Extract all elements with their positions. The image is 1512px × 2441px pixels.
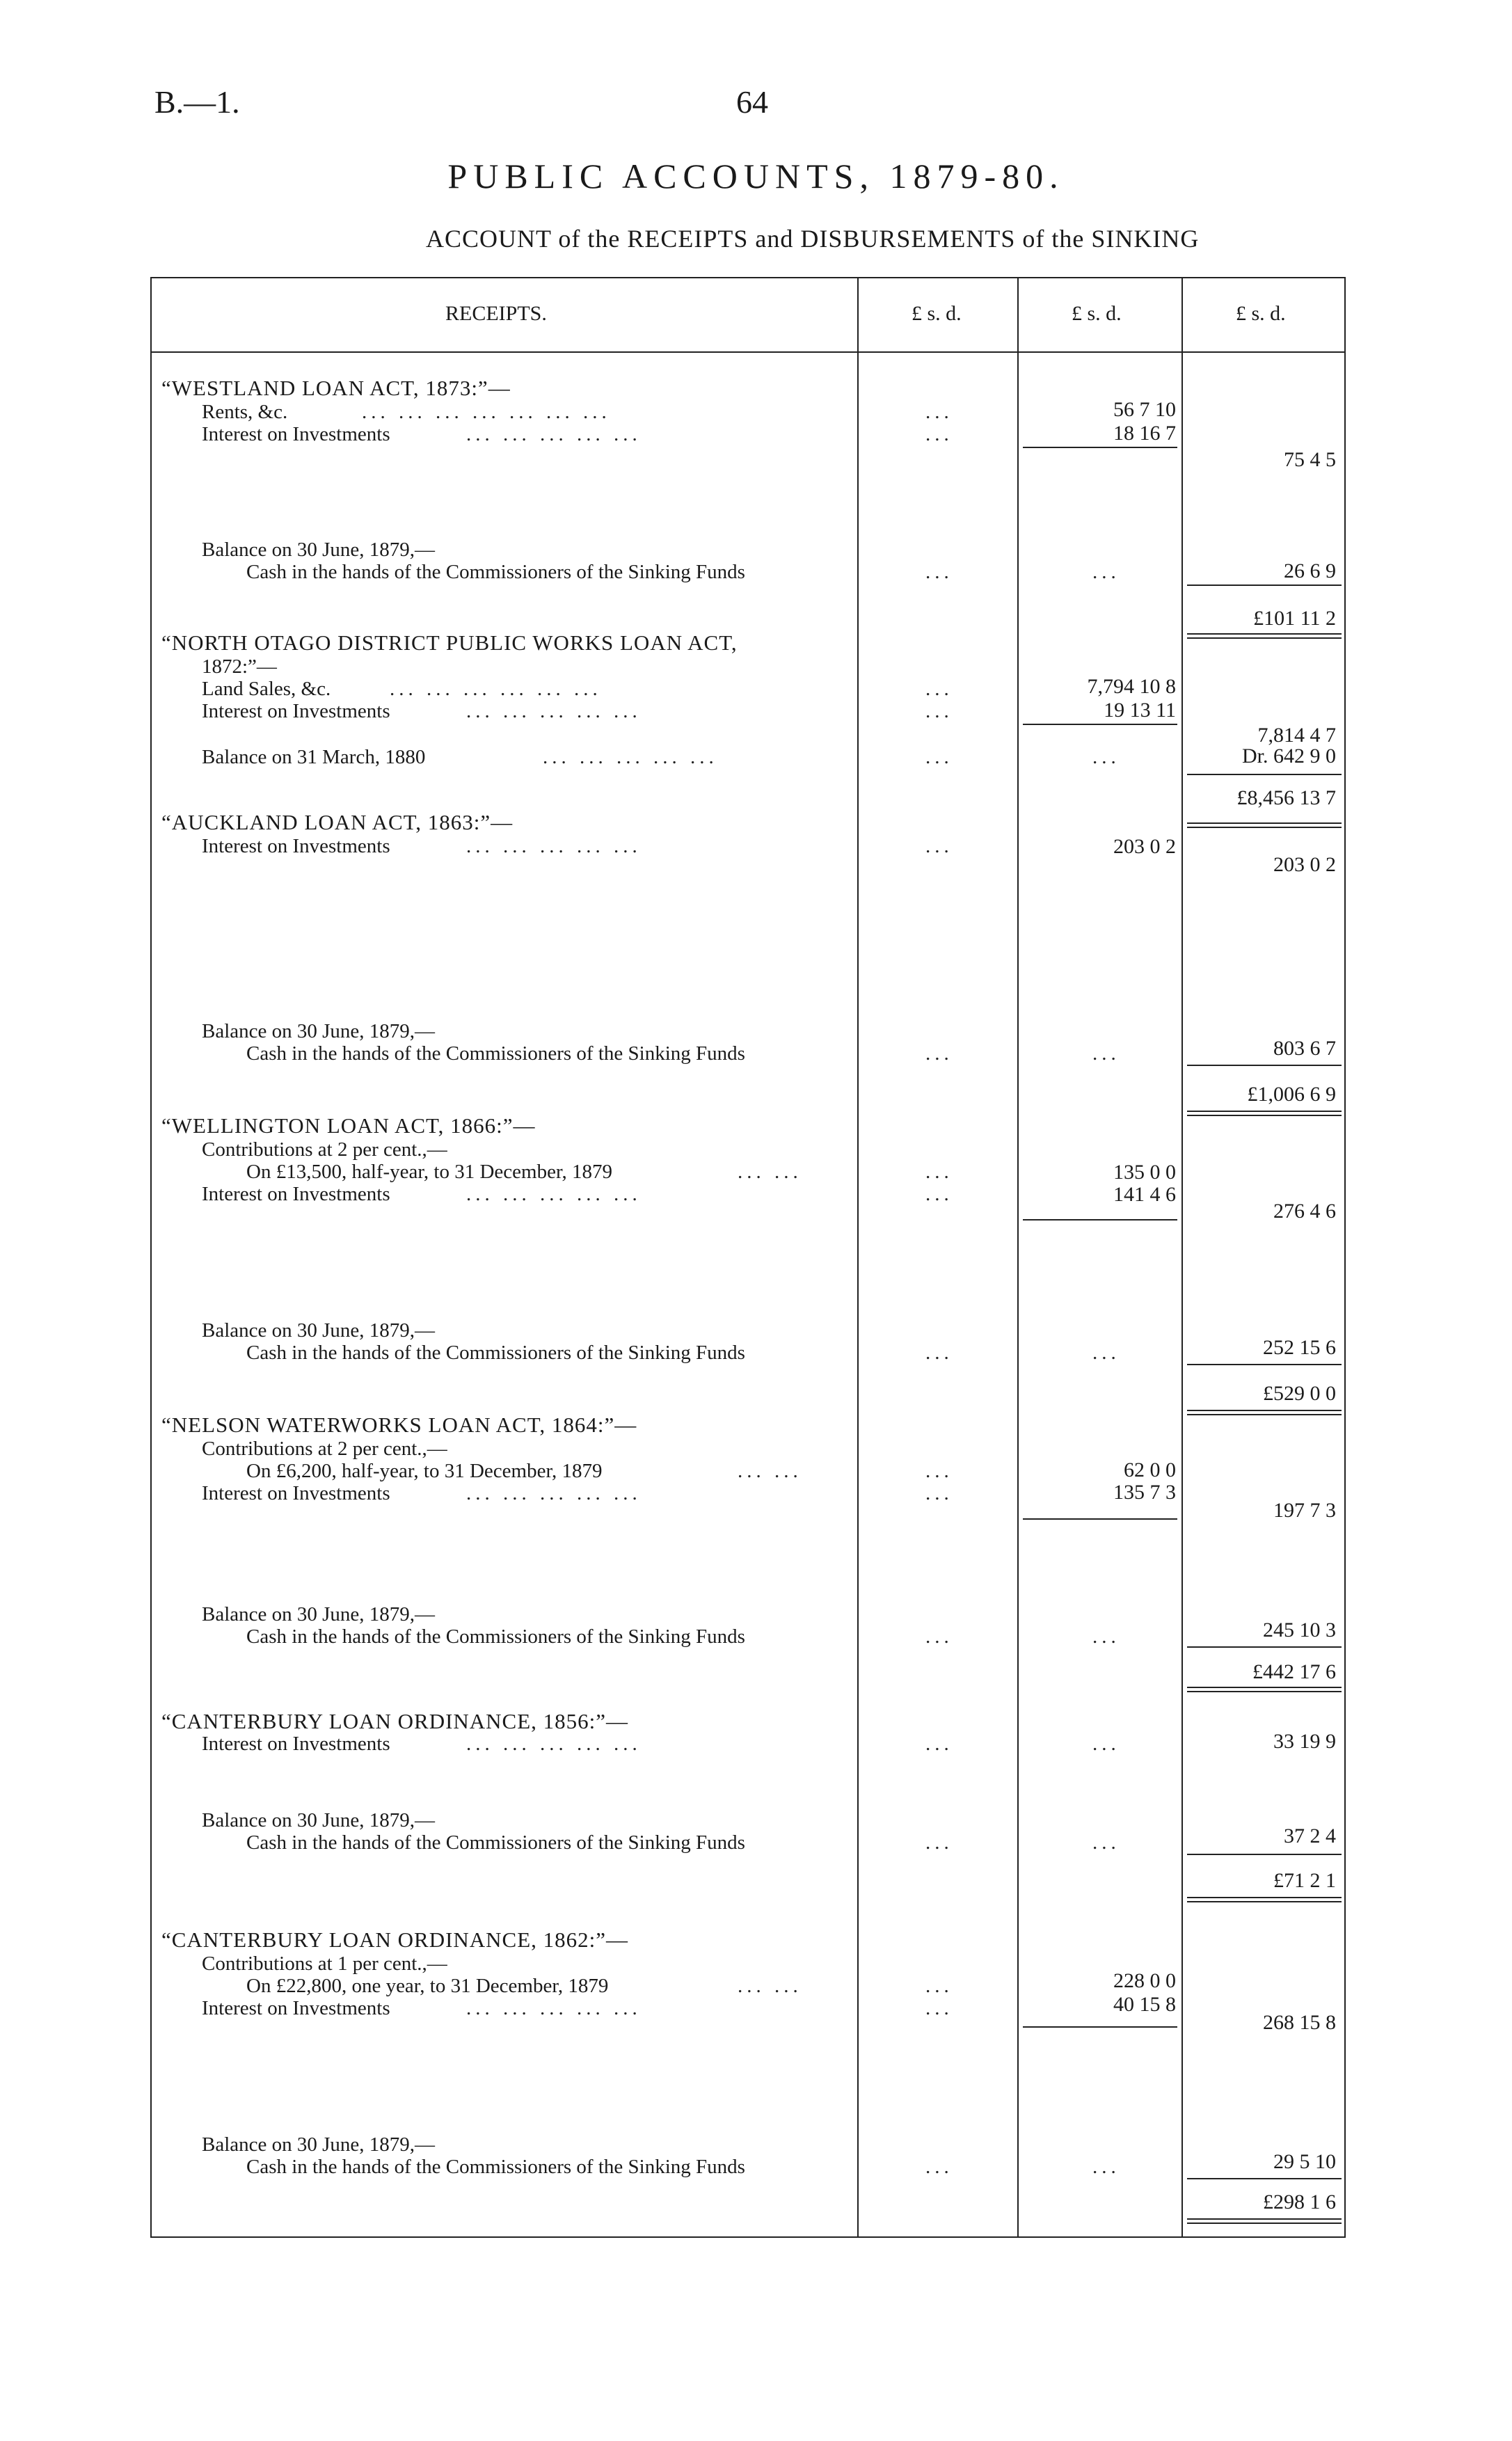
balance-detail: Cash in the hands of the Commissioners of the Sinking Funds [246,1831,745,1854]
section-title: “AUCKLAND LOAN ACT, 1863:”— [161,810,514,834]
leader-dots: ... [925,1183,953,1205]
section-total: £529 0 0 [1263,1382,1336,1405]
line-label: Interest on Investments [202,423,390,445]
leader-dots: ... ... ... ... ... [466,423,642,445]
section-title: “CANTERBURY LOAN ORDINANCE, 1862:”— [161,1927,629,1952]
balance-detail: Cash in the hands of the Commissioners of the Sinking Funds [246,1342,745,1364]
subtotal-rule [1023,1219,1177,1220]
leader-dots: ... ... ... ... ... [466,1997,642,2019]
leader-dots: ... [1092,1342,1120,1364]
balance-amount: 29 5 10 [1273,2150,1336,2173]
table-top-rule [150,277,1346,278]
double-rule [1187,2223,1342,2224]
section-total: £101 11 2 [1253,607,1336,630]
line-label: Interest on Investments [202,1997,390,2019]
line-label: Interest on Investments [202,1733,390,1755]
balance-amount: 26 6 9 [1284,559,1336,582]
leader-dots: ... [1092,1831,1120,1854]
double-rule [1187,1111,1342,1112]
leader-dots: ... [925,561,953,583]
column-divider-2 [1017,277,1019,2238]
leader-dots: ... ... [738,1460,802,1482]
amount: 18 16 7 [1113,422,1176,445]
subtotal: 197 7 3 [1273,1499,1336,1522]
page-reference: B.—1. [154,84,240,120]
leader-dots: ... [925,1042,953,1065]
leader-dots: ... [1092,561,1120,583]
leader-dots: ... [925,1342,953,1364]
leader-dots: ... ... ... ... ... [543,746,718,768]
leader-dots: ... [925,1997,953,2019]
amount: 56 7 10 [1113,398,1176,421]
leader-dots: ... [925,835,953,857]
balance-label: Balance on 30 June, 1879,— [202,1319,436,1342]
amount: 203 0 2 [1113,835,1176,858]
section-title: “WESTLAND LOAN ACT, 1873:”— [161,376,511,400]
section-total: £71 2 1 [1273,1869,1336,1892]
total-rule [1187,1065,1342,1066]
balance-detail: Cash in the hands of the Commissioners of the Sinking Funds [246,561,745,583]
line-label: Interest on Investments [202,835,390,857]
lsd-heading-3: £ s. d. [1236,302,1286,325]
leader-dots: ... [925,1733,953,1755]
double-rule [1187,1897,1342,1898]
balance-detail: Cash in the hands of the Commissioners of the Sinking Funds [246,1625,745,1648]
line-label: Rents, &c. [202,401,288,423]
line-label: Interest on Investments [202,700,390,722]
page-number: 64 [736,84,768,120]
section-total: £8,456 13 7 [1236,786,1336,809]
amount: 135 7 3 [1113,1481,1176,1504]
page-title: PUBLIC ACCOUNTS, 1879-80. [447,157,1065,196]
balance-amount: 803 6 7 [1273,1037,1336,1060]
leader-dots: ... [925,746,953,768]
balance-label: Balance on 30 June, 1879,— [202,2133,436,2156]
amount: 228 0 0 [1113,1969,1176,1992]
subtotal-rule [1023,2026,1177,2028]
total-rule [1187,2178,1342,2179]
amount: 135 0 0 [1113,1161,1176,1184]
double-rule [1187,1687,1342,1688]
leader-dots: ... ... ... ... ... [466,700,642,722]
leader-dots: ... [925,1831,953,1854]
leader-dots: ... [925,1975,953,1997]
total-rule [1187,1364,1342,1365]
header-bottom-rule [150,351,1346,353]
section-title: “NORTH OTAGO DISTRICT PUBLIC WORKS LOAN ACT, [161,630,738,655]
line-label: Interest on Investments [202,1183,390,1205]
balance-detail: Cash in the hands of the Commissioners of the Sinking Funds [246,2156,745,2178]
subtotal-rule [1023,724,1177,725]
leader-dots: ... ... ... ... ... [466,1482,642,1504]
account-subtitle: ACCOUNT of the RECEIPTS and DISBURSEMENTS of the SINKING [426,225,1200,253]
leader-dots: ... ... ... ... ... [466,835,642,857]
balance-label: Balance on 30 June, 1879,— [202,1809,436,1831]
balance-amount: 245 10 3 [1263,1619,1336,1641]
section-title: “NELSON WATERWORKS LOAN ACT, 1864:”— [161,1413,637,1437]
line-label: Contributions at 2 per cent.,— [202,1138,447,1161]
total-rule [1187,1854,1342,1855]
double-rule [1187,637,1342,639]
line-label: On £6,200, half-year, to 31 December, 1879 [246,1460,603,1482]
leader-dots: ... [925,1460,953,1482]
balance-label: Balance on 30 June, 1879,— [202,539,436,561]
leader-dots: ... [925,678,953,700]
line-label: On £13,500, half-year, to 31 December, 1879 [246,1161,612,1183]
leader-dots: ... [925,700,953,722]
subtotal-rule [1023,447,1177,448]
double-rule [1187,1414,1342,1415]
section-total: £1,006 6 9 [1247,1083,1336,1106]
leader-dots: ... [1092,746,1120,768]
leader-dots: ... [925,1482,953,1504]
balance-detail: Cash in the hands of the Commissioners of the Sinking Funds [246,1042,745,1065]
line-label: Contributions at 2 per cent.,— [202,1438,447,1460]
total-rule [1187,774,1342,775]
leader-dots: ... ... [738,1975,802,1997]
subtotal-rule [1023,1518,1177,1520]
leader-dots: ... [1092,1733,1120,1755]
amount: 19 13 11 [1104,699,1176,722]
amount: 62 0 0 [1124,1458,1176,1481]
lsd-heading-1: £ s. d. [912,302,962,325]
receipts-heading: RECEIPTS. [445,302,547,325]
double-rule [1187,1691,1342,1692]
lsd-heading-2: £ s. d. [1072,302,1122,325]
double-rule [1187,1410,1342,1411]
double-rule [1187,633,1342,635]
leader-dots: ... ... ... ... ... ... [390,678,602,700]
leader-dots: ... [925,2156,953,2178]
double-rule [1187,2218,1342,2220]
line-label: On £22,800, one year, to 31 December, 1879 [246,1975,609,1997]
line-label: Contributions at 1 per cent.,— [202,1953,447,1975]
subtotal: 276 4 6 [1273,1200,1336,1223]
subtotal: 203 0 2 [1273,853,1336,876]
balance-label: Balance on 30 June, 1879,— [202,1603,436,1625]
leader-dots: ... [925,1161,953,1183]
amount: 40 15 8 [1113,1993,1176,2016]
table-bottom-rule [150,2236,1346,2238]
section-title-cont: 1872:”— [202,655,277,678]
double-rule [1187,1115,1342,1116]
double-rule [1187,822,1342,824]
balance-amount: Dr. 642 9 0 [1242,745,1336,768]
amount: 7,794 10 8 [1087,675,1176,698]
section-total: £442 17 6 [1252,1660,1336,1683]
double-rule [1187,1901,1342,1902]
leader-dots: ... ... [738,1161,802,1183]
column-divider-3 [1181,277,1183,2238]
leader-dots: ... ... ... ... ... [466,1733,642,1755]
leader-dots: ... [1092,1042,1120,1065]
total-rule [1187,1646,1342,1648]
total-rule [1187,585,1342,586]
double-rule [1187,827,1342,828]
section-total: £298 1 6 [1263,2190,1336,2213]
leader-dots: ... [1092,1625,1120,1648]
leader-dots: ... [925,1625,953,1648]
balance-amount: 37 2 4 [1284,1824,1336,1847]
amount: 141 4 6 [1113,1183,1176,1206]
line-label: Interest on Investments [202,1482,390,1504]
table-left-border [150,277,152,2238]
table-right-border [1344,277,1346,2238]
section-title: “WELLINGTON LOAN ACT, 1866:”— [161,1113,536,1138]
subtotal: 7,814 4 7 [1257,724,1336,747]
balance-label: Balance on 30 June, 1879,— [202,1020,436,1042]
balance-label: Balance on 31 March, 1880 [202,746,426,768]
leader-dots: ... [925,423,953,445]
line-label: Land Sales, &c. [202,678,331,700]
leader-dots: ... [925,401,953,423]
subtotal: 268 15 8 [1263,2011,1336,2034]
balance-amount: 252 15 6 [1263,1336,1336,1359]
subtotal: 75 4 5 [1284,448,1336,471]
section-title: “CANTERBURY LOAN ORDINANCE, 1856:”— [161,1709,629,1733]
subtotal: 33 19 9 [1273,1730,1336,1753]
leader-dots: ... ... ... ... ... ... ... [362,401,611,423]
leader-dots: ... [1092,2156,1120,2178]
leader-dots: ... ... ... ... ... [466,1183,642,1205]
column-divider-1 [857,277,859,2238]
